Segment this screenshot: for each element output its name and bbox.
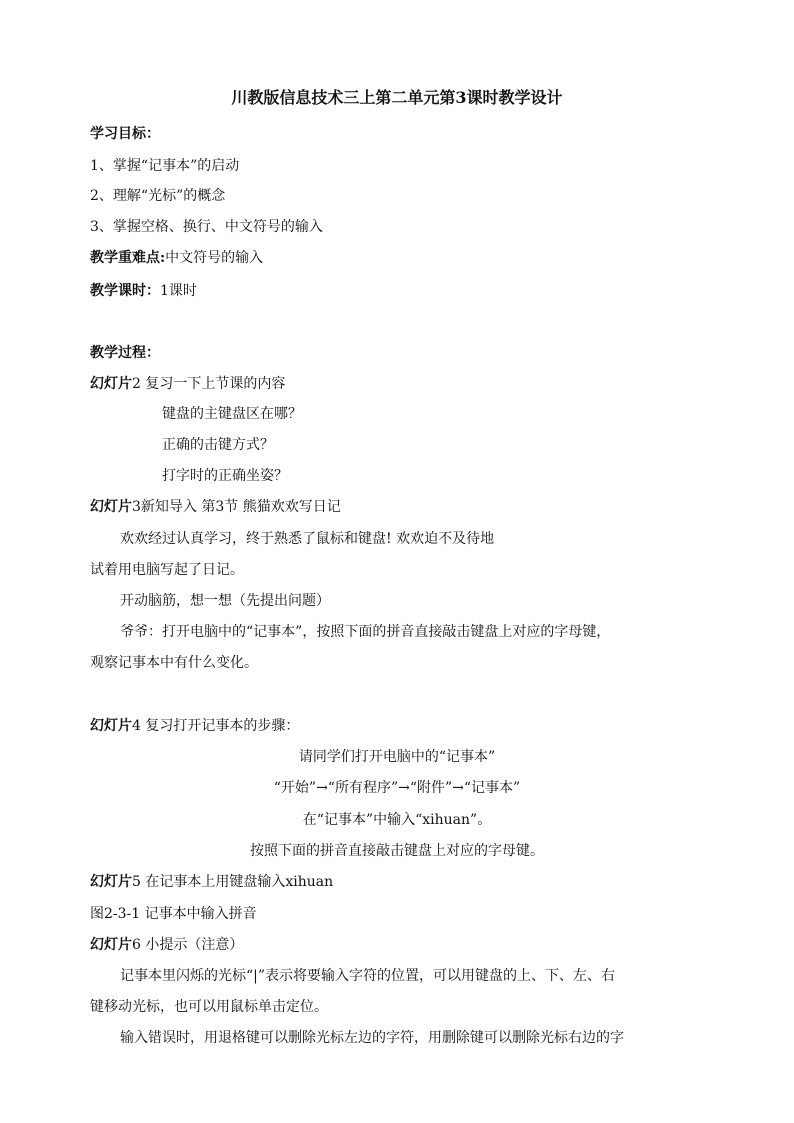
slide6-line (90, 935, 243, 955)
paragraph-line: 试着用电脑写起了日记。 (90, 562, 244, 578)
slide5-line (90, 872, 333, 892)
figure-caption: 图2-3-1 记事本中输入拼音 (90, 906, 257, 922)
slide-label: 幻灯片 (90, 376, 132, 392)
slide5-text: 5 在记事本上用键盘输入xihuan (132, 874, 334, 890)
slide2-line (90, 374, 285, 394)
process-heading: 教学过程： (90, 345, 160, 361)
paragraph-line: 记事本里闪烁的光标“|”表示将要输入字符的位置，可以用键盘的上、下、左、右 (120, 968, 616, 984)
paragraph-line: 欢欢经过认真学习，终于熟悉了鼠标和键盘! 欢欢迫不及待地 (120, 531, 495, 547)
slide4-text: 4 复习打开记事本的步骤： (132, 718, 300, 734)
review-question: 键盘的主键盘区在哪？ (162, 406, 302, 422)
paragraph-line: 观察记事本中有什么变化。 (90, 655, 258, 671)
paragraph-line: 开动脑筋，想一想（先提出问题） (120, 593, 330, 609)
objective-item: 1、掌握“记事本”的启动 (90, 158, 240, 174)
slide3-text: 3新知导入 第3节 熊猫欢欢写日记 (132, 499, 341, 515)
slide3-line (90, 497, 341, 517)
step-line: “开始”→“所有程序”→“附件”→“记事本” (273, 780, 521, 796)
step-line: 在“记事本”中输入“xihuan”。 (302, 812, 492, 828)
slide6-text: 6 小提示（注意） (132, 937, 244, 953)
objective-item: 3、掌握空格、换行、中文符号的输入 (90, 219, 323, 235)
slide2-text: 2 复习一下上节课的内容 (132, 376, 286, 392)
slide-label: 幻灯片 (90, 499, 132, 515)
hours-label: 教学课时： (90, 283, 160, 299)
slide-label: 幻灯片 (90, 937, 132, 953)
objective-item: 2、理解“光标”的概念 (90, 188, 226, 204)
key-points-label: 教学重难点: (90, 250, 166, 266)
paragraph-line: 爷爷：打开电脑中的“记事本”，按照下面的拼音直接敲击键盘上对应的字母键， (120, 624, 611, 640)
step-line: 请同学们打开电脑中的“记事本” (298, 749, 496, 765)
hours-line (90, 281, 197, 301)
key-points-line (90, 248, 263, 268)
slide-label: 幻灯片 (90, 874, 132, 890)
paragraph-line: 键移动光标，也可以用鼠标单击定位。 (90, 999, 328, 1015)
review-question: 打字时的正确坐姿？ (162, 468, 288, 484)
key-points-value: 中文符号的输入 (165, 250, 264, 266)
hours-value: 1课时 (160, 283, 197, 299)
document-title: 川教版信息技术三上第二单元第3课时教学设计 (231, 88, 563, 107)
objectives-heading: 学习目标： (90, 126, 160, 142)
slide4-line (90, 716, 299, 736)
paragraph-line: 输入错误时，用退格键可以删除光标左边的字符，用删除键可以删除光标右边的字 (120, 1030, 624, 1046)
review-question: 正确的击键方式？ (162, 437, 274, 453)
step-line: 按照下面的拼音直接敲击键盘上对应的字母键。 (250, 843, 544, 859)
slide-label: 幻灯片 (90, 718, 132, 734)
